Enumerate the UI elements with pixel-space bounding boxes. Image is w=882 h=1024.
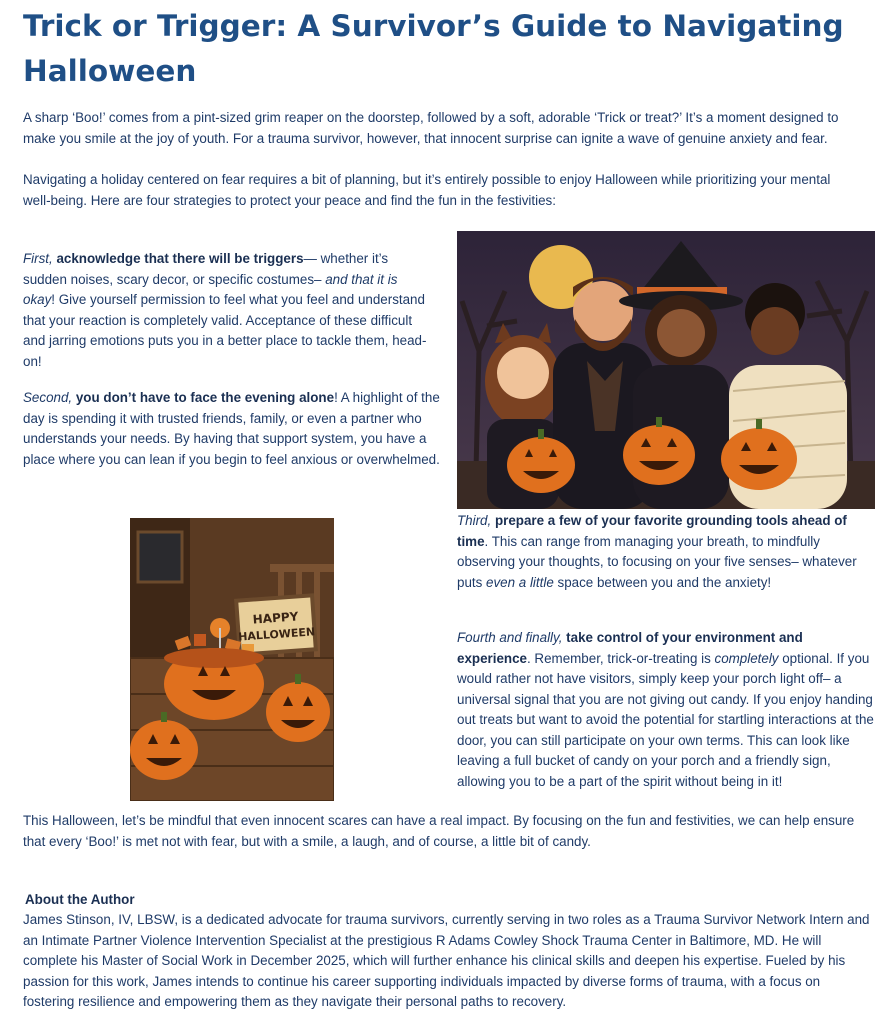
strategy-first [23, 249, 428, 372]
strategy-fourth [457, 628, 875, 792]
strategy-fourth-text-end: optional. If you would rather not have visitors, simply keep your porch light off– a universal signal that you are not giving out candy. If you enjoy handing out treats but want to avoid the potential for startling interactions at the door, you can still participate on your own terms. This can look like leaving a full bucket of candy on your porch and a friendly sign, allowing you to be a part of the spirit without being in it! [457, 650, 874, 789]
family-halloween-illustration [457, 231, 875, 509]
strategy-first-heading: acknowledge that there will be triggers [52, 251, 304, 266]
article-title: Trick or Trigger: A Survivor’s Guide to Navigating Halloween [23, 9, 844, 88]
strategy-fourth-ordinal: Fourth and finally, [457, 630, 563, 645]
strategy-third-emphasis: even a little [486, 574, 554, 590]
strategy-third [457, 511, 872, 593]
porch-candy-svg [130, 518, 334, 801]
strategy-first-ordinal: First, [23, 251, 53, 266]
strategy-third-ordinal: Third, [457, 513, 492, 528]
strategy-third-heading: prepare a few of your favorite grounding tools ahead of time [457, 513, 847, 549]
strategy-fourth-text: . Remember, trick-or-treating is [526, 650, 715, 666]
porch-candy-illustration [130, 518, 334, 801]
sign-line-2: HALLOWEEN [237, 625, 316, 644]
strategy-second-text: ! A highlight of the day is spending it with trusted friends, family, or even a partner who understands your needs. By having that support system, you have a place where you can lean if you begin to feel anxious or overwhelmed. [23, 390, 440, 467]
author-heading [25, 890, 425, 911]
author-heading-text: About the Author [25, 892, 135, 907]
strategy-first-emphasis: and that it is okay [23, 271, 398, 307]
strategy-fourth-emphasis: completely [714, 650, 779, 666]
strategy-third-text: . This can range from managing your breath, to mindfully observing your thoughts, to focusing on your five senses– whatever puts [457, 533, 857, 590]
strategy-first-text: — whether it’s sudden noises, scary decor, or specific costumes– [23, 251, 389, 287]
intro-paragraph: A sharp ‘Boo!’ comes from a pint-sized grim reaper on the doorstep, followed by a soft, adorable ‘Trick or treat?’ It’s a moment designed to make you smile at the joy of youth. For a trauma survivor, however, that innocent surprise can ignite a wave of genuine anxiety and fear. [23, 110, 839, 146]
closing-paragraph: This Halloween, let’s be mindful that even innocent scares can have a real impact. By focusing on the fun and festivities, we can help ensure that every ‘Boo!’ is met not with fear, but with a smile, a laugh, and of course, a little bit of candy. [23, 813, 855, 849]
strategy-second-ordinal: Second, [23, 390, 73, 405]
author-bio: James Stinson, IV, LBSW, is a dedicated advocate for trauma survivors, currently serving in two roles as a Trauma Survivor Network Intern and an Intimate Partner Violence Intervention Specialist at the prestigious R Adams Cowley Shock Trauma Center in Baltimore, MD. He will complete his Master of Social Work in December 2025, which will further enhance his clinical skills and deepen his expertise. Fueled by his passion for this work, James intends to continue his career supporting individuals impacted by diverse forms of trauma, with a focus on fostering resilience and empowering them as they navigate their personal paths to recovery. [23, 912, 870, 1009]
strategy-second [23, 388, 441, 470]
strategy-second-heading: you don’t have to face the evening alone [72, 390, 335, 405]
lead-paragraph: Navigating a holiday centered on fear requires a bit of planning, but it’s entirely possible to enjoy Halloween while prioritizing your mental well-being. Here are four strategies to protect your peace and find the fun in the festivities: [23, 172, 831, 208]
strategy-third-text-end: space between you and the anxiety! [553, 574, 772, 590]
strategy-first-text-end: ! Give yourself permission to feel what you feel and understand that your reaction is completely valid. Acceptance of these difficult and jarring emotions puts you in a better place to tackle them, head-on! [23, 292, 427, 369]
strategy-fourth-heading: take control of your environment and experience [457, 630, 803, 666]
sign-line-1: HAPPY [252, 609, 299, 627]
family-halloween-svg [457, 231, 875, 509]
